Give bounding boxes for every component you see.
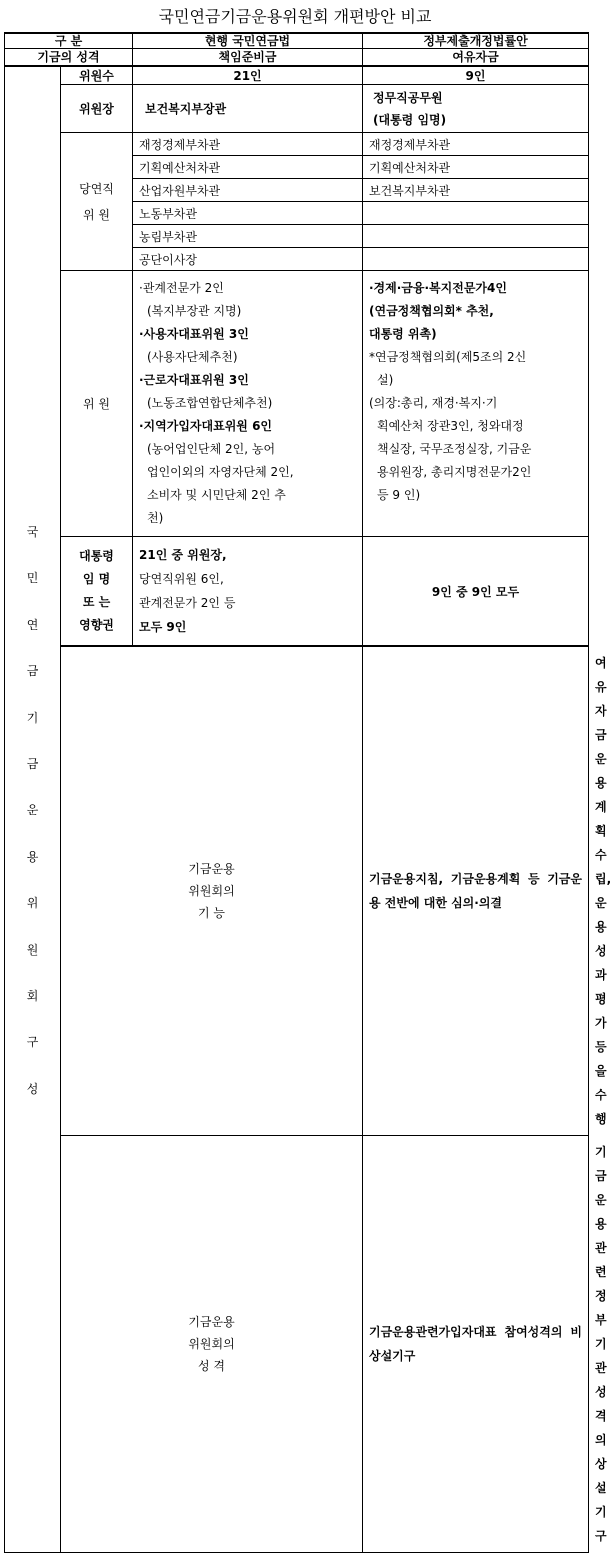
ex-officio-current-3: 산업자원부차관 xyxy=(133,179,363,202)
character-current: 기금운용관련가입자대표 참여성격의 비상설기구 xyxy=(363,1136,589,1553)
ex-officio-proposed-2: 기획예산처차관 xyxy=(363,156,589,179)
function-label: 기금운용 위원회의 기 능 xyxy=(61,646,363,1136)
members-current-line: (사용자단체추천) xyxy=(147,350,238,364)
members-count-label: 위원수 xyxy=(61,66,133,85)
members-count-proposed: 9인 xyxy=(363,66,589,85)
fund-nature-label: 기금의 성격 xyxy=(5,49,133,67)
ex-officio-proposed-6 xyxy=(363,248,589,271)
members-proposed-line: *연금정책협의회(제5조의 2신 xyxy=(369,350,527,364)
members-current-line: (노동조합연합단체추천) xyxy=(147,396,273,410)
ex-officio-row-1 xyxy=(5,133,589,156)
members-row xyxy=(5,271,589,537)
composition-side-label: 국 민 연 금 기 금 운 용 위 원 회 구 성 xyxy=(5,66,61,1553)
members-proposed xyxy=(363,271,589,537)
members-current xyxy=(133,271,363,537)
members-current-line: ·근로자대표위원 3인 xyxy=(139,373,249,387)
members-proposed-line: 용위원장, 총리지명전문가2인 xyxy=(377,465,532,479)
header-proposed-law: 정부제출개정법률안 xyxy=(363,33,589,49)
function-current: 기금운용지침, 기금운용계획 등 기금운용 전반에 대한 심의·의결 xyxy=(363,646,589,1136)
ex-officio-current-5: 농림부차관 xyxy=(133,225,363,248)
document-title: 국민연금기금운용위원회 개편방안 비교 xyxy=(158,7,432,26)
character-label: 기금운용 위원회의 성 격 xyxy=(61,1136,363,1553)
members-current-line: (복지부장관 지명) xyxy=(147,304,242,318)
ex-officio-current-1: 재정경제부차관 xyxy=(133,133,363,156)
fund-nature-row xyxy=(5,49,589,67)
header-row xyxy=(5,33,589,49)
chair-current: 보건복지부장관 xyxy=(133,85,363,133)
fund-nature-current: 책임준비금 xyxy=(133,49,363,67)
ex-officio-proposed-5 xyxy=(363,225,589,248)
chair-label: 위원장 xyxy=(61,85,133,133)
ex-officio-current-6: 공단이사장 xyxy=(133,248,363,271)
members-count-row xyxy=(5,66,589,85)
fund-nature-proposed: 여유자금 xyxy=(363,49,589,67)
members-current-line: (농어업인단체 2인, 농어 xyxy=(147,442,276,456)
members-proposed-line: ·경제·금융·복지전문가4인 xyxy=(369,281,507,295)
members-current-line: ·관계전문가 2인 xyxy=(139,281,224,295)
ex-officio-proposed-3: 보건복지부차관 xyxy=(363,179,589,202)
influence-label: 대통령 임 명 또 는 영향권 xyxy=(61,537,133,647)
members-proposed-line: 책실장, 국무조정실장, 기금운 xyxy=(377,442,532,456)
influence-proposed: 9인 중 9인 모두 xyxy=(363,537,589,647)
members-current-line: 업인이외의 자영자단체 2인, xyxy=(147,465,294,479)
ex-officio-proposed-4 xyxy=(363,202,589,225)
ex-officio-current-2: 기획예산처차관 xyxy=(133,156,363,179)
members-current-line: ·사용자대표위원 3인 xyxy=(139,327,249,341)
influence-current: 21인 중 위원장, 당연직위원 6인, 관계전문가 2인 등 모두 9인 xyxy=(133,537,363,647)
header-current-law: 현행 국민연금법 xyxy=(133,33,363,49)
character-row: 기금운용 위원회의 성 격 기금운용관련가입자대표 참여성격의 비상설기구 기금운용관련정부기관 성격의 상설기구 xyxy=(5,1136,589,1553)
comparison-table xyxy=(4,32,611,1553)
ex-officio-proposed-1: 재정경제부차관 xyxy=(363,133,589,156)
members-current-line: 천) xyxy=(147,511,164,525)
members-proposed-line: 설) xyxy=(377,373,394,387)
chair-row xyxy=(5,85,589,133)
members-label: 위 원 xyxy=(61,271,133,537)
chair-proposed: 정무직공무원 (대통령 임명) xyxy=(363,85,589,133)
members-proposed-line: 등 9 인) xyxy=(377,488,421,502)
ex-officio-current-4: 노동부차관 xyxy=(133,202,363,225)
members-count-current: 21인 xyxy=(133,66,363,85)
members-current-line: 소비자 및 시민단체 2인 추 xyxy=(147,488,286,502)
members-proposed-line: 대통령 위촉) xyxy=(369,327,437,341)
members-proposed-line: (의장:총리, 재경·복지·기 xyxy=(369,396,498,410)
members-current-line: ·지역가입자대표위원 6인 xyxy=(139,419,273,433)
influence-row xyxy=(5,537,589,647)
members-proposed-line: 획예산처 장관3인, 청와대정 xyxy=(377,419,524,433)
header-category: 구 분 xyxy=(5,33,133,49)
members-proposed-line: (연금정책협의회* 추천, xyxy=(369,304,494,318)
function-row: 기금운용 위원회의 기 능 기금운용지침, 기금운용계획 등 기금운용 전반에 대한 심의·의결 여유자금운용계획수립, 운용성과 평가 등을 수행 xyxy=(5,646,589,1136)
ex-officio-label: 당연직 위 원 xyxy=(61,133,133,271)
